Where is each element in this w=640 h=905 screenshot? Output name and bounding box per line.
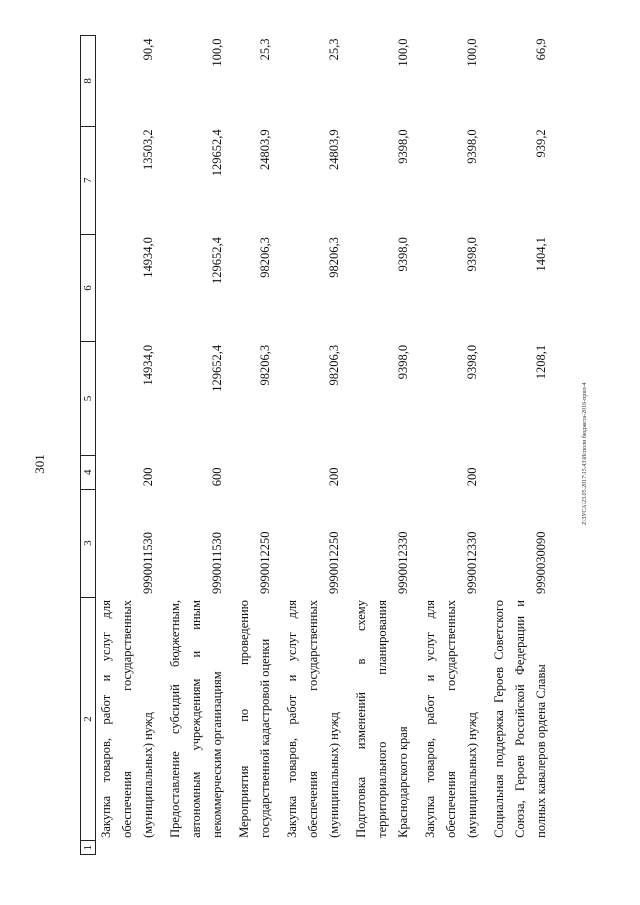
row-name: Подготовка изменений в схему территориального планирования Краснодарского края <box>354 600 410 838</box>
value-col5: 14934,0 <box>141 344 155 386</box>
file-path-footer: Z\ЗУСА\23.05.2017\15.43\Исполн бюджета-2016-прил-4 <box>582 382 588 525</box>
column-header: 7 <box>81 126 96 234</box>
budget-table <box>80 35 558 855</box>
value-col8: 66,9 <box>534 38 548 61</box>
value-col6: 98206,3 <box>327 237 341 278</box>
value-col7: 13503,2 <box>141 129 155 170</box>
row-name: Мероприятия по проведению государственной кадастровой оценки <box>237 600 272 838</box>
column-number-header-row <box>81 36 96 855</box>
value-col7: 24803,9 <box>258 129 272 170</box>
value-col7: 939,2 <box>534 129 548 158</box>
value-col5: 129652,4 <box>210 344 224 392</box>
row-name: Закупка товаров, работ и услуг для обеспечения государственных (муниципальных) нужд <box>99 600 155 838</box>
expense-type-code <box>351 455 420 489</box>
value-col7: 129652,4 <box>210 129 224 177</box>
rotated-page-content <box>80 35 610 880</box>
page-number: 301 <box>32 454 47 474</box>
table-row <box>489 36 558 855</box>
value-col8: 100,0 <box>465 38 479 67</box>
column-header: 4 <box>81 455 96 489</box>
column-header: 3 <box>81 489 96 597</box>
expense-type-code: 200 <box>465 467 479 487</box>
target-article-code: 9990012330 <box>465 531 479 595</box>
value-col7: 24803,9 <box>327 129 341 170</box>
expense-type-code: 600 <box>210 467 224 487</box>
table-row <box>282 36 351 855</box>
value-col6: 129652,4 <box>210 237 224 284</box>
target-article-code: 9990012250 <box>258 531 272 595</box>
target-article-code: 9990012250 <box>327 531 341 595</box>
value-col7: 9398,0 <box>396 129 410 164</box>
expense-type-code: 200 <box>141 467 155 487</box>
table-row <box>234 36 282 855</box>
value-col5: 9398,0 <box>396 344 410 380</box>
column-header: 6 <box>81 234 96 342</box>
value-col6: 14934,0 <box>141 237 155 278</box>
target-article-code: 9990011530 <box>141 531 155 595</box>
value-col7: 9398,0 <box>465 129 479 164</box>
value-col5: 98206,3 <box>258 344 272 386</box>
value-col6: 98206,3 <box>258 237 272 278</box>
row-name: Закупка товаров, работ и услуг для обеспечения государственных (муниципальных) нужд <box>285 600 341 838</box>
value-col5: 1208,1 <box>534 344 548 380</box>
expense-type-code <box>234 455 282 489</box>
value-col8: 25,3 <box>258 38 272 61</box>
value-col8: 100,0 <box>396 38 410 67</box>
table-row <box>96 36 166 855</box>
value-col8: 100,0 <box>210 38 224 67</box>
column-header: 8 <box>81 36 96 127</box>
column-header: 2 <box>81 597 96 841</box>
row-name: Закупка товаров, работ и услуг для обеспечения государственных (муниципальных) нужд <box>423 600 479 838</box>
table-row <box>351 36 420 855</box>
target-article-code: 9990030090 <box>534 531 548 595</box>
target-article-code: 9990012330 <box>396 531 410 595</box>
value-col5: 9398,0 <box>465 344 479 380</box>
row-name: Социальная поддержка Героев Советского Союза, Героев Российской Федерации и полных кавалеров ордена Славы <box>492 600 548 838</box>
value-col5: 98206,3 <box>327 344 341 386</box>
column-header: 1 <box>81 841 96 855</box>
target-article-code: 9990011530 <box>210 531 224 595</box>
expense-type-code: 200 <box>327 467 341 487</box>
table-row <box>165 36 234 855</box>
value-col6: 9398,0 <box>465 237 479 272</box>
value-col8: 25,3 <box>327 38 341 61</box>
expense-type-code <box>489 455 558 489</box>
value-col6: 9398,0 <box>396 237 410 272</box>
value-col6: 1404,1 <box>534 237 548 272</box>
column-header: 5 <box>81 342 96 455</box>
table-row <box>420 36 489 855</box>
value-col8: 90,4 <box>141 38 155 61</box>
row-name: Предоставление субсидий бюджетным, автономным учреждениям и иным некоммерческим организациям <box>168 600 224 838</box>
